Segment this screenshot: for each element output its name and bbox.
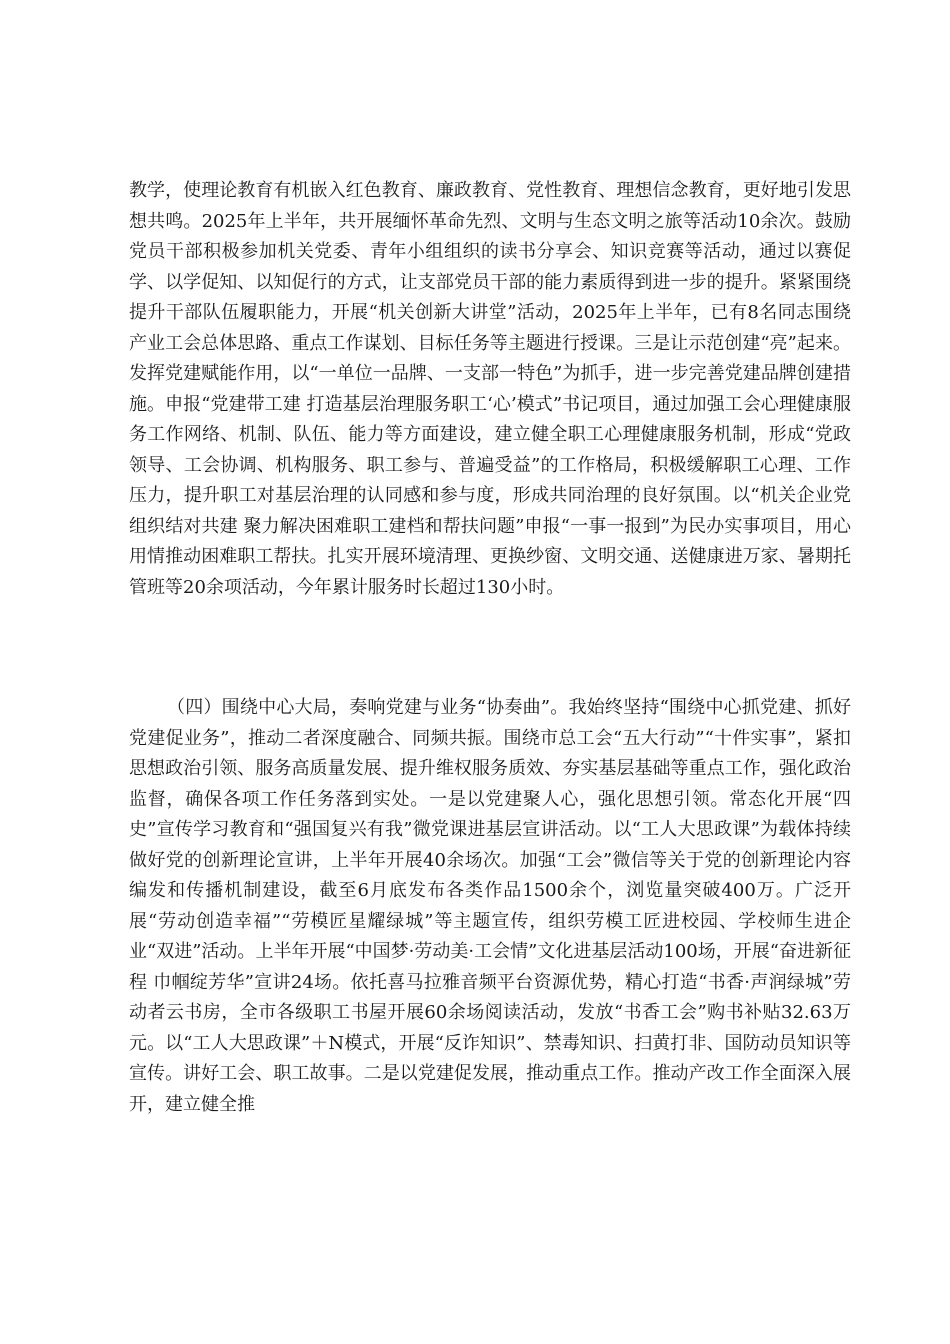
body-paragraph-1 xyxy=(129,176,851,603)
body-paragraph-2 xyxy=(129,693,851,1120)
paragraph-text: （四）围绕中心大局，奏响党建与业务“协奏曲”。我始终坚持“围绕中心抓党建、抓好党建促业务”，推动二者深度融合、同频共振。围绕市总工会“五大行动”“十件实事”，紧扣思想政治引领、服务高质量发展、提升维权服务质效、夯实基层基础等重点工作，强化政治监督，确保各项工作任务落到实处。一是以党建聚人心，强化思想引领。常态化开展“四史”宣传学习教育和“强国复兴有我”微党课进基层宣讲活动。以“工人大思政课”为载体持续做好党的创新理论宣讲，上半年开展40余场次。加强“工会”微信等关于党的创新理论内容编发和传播机制建设，截至6月底发布各类作品1500余个，浏览量突破400万。广泛开展“劳动创造幸福”“劳模匠星耀绿城”等主题宣传，组织劳模工匠进校园、学校师生进企业“双进”活动。上半年开展“中国梦·劳动美·工会情”文化进基层活动100场，开展“奋进新征程 巾帼绽芳华”宣讲24场。依托喜马拉雅音频平台资源优势，精心打造“书香·声润绿城”劳动者云书房，全市各级职工书屋开展60余场阅读活动，发放“书香工会”购书补贴32.63万元。以“工人大思政课”＋N模式，开展“反诈知识”、禁毒知识、扫黄打非、国防动员知识等宣传。讲好工会、职工故事。二是以党建促发展，推动重点工作。推动产改工作全面深入展开，建立健全推 xyxy=(129,697,851,1115)
paragraph-text: 教学，使理论教育有机嵌入红色教育、廉政教育、党性教育、理想信念教育，更好地引发思想共鸣。2025年上半年，共开展缅怀革命先烈、文明与生态文明之旅等活动10余次。鼓励党员干部积极参加机关党委、青年小组组织的读书分享会、知识竞赛等活动，通过以赛促学、以学促知、以知促行的方式，让支部党员干部的能力素质得到进一步的提升。紧紧围绕提升干部队伍履职能力，开展“机关创新大讲堂”活动，2025年上半年，已有8名同志围绕产业工会总体思路、重点工作谋划、目标任务等主题进行授课。三是让示范创建“亮”起来。发挥党建赋能作用，以“一单位一品牌、一支部一特色”为抓手，进一步完善党建品牌创建措施。申报“党建带工建 打造基层治理服务职工‘心’模式”书记项目，通过加强工会心理健康服务工作网络、机制、队伍、能力等方面建设，建立健全职工心理健康服务机制，形成“党政领导、工会协调、机构服务、职工参与、普遍受益”的工作格局，积极缓解职工心理、工作压力，提升职工对基层治理的认同感和参与度，形成共同治理的良好氛围。以“机关企业党组织结对共建 聚力解决困难职工建档和帮扶问题”申报“一事一报到”为民办实事项目，用心用情推动困难职工帮扶。扎实开展环境清理、更换纱窗、文明交通、送健康进万家、暑期托管班等20余项活动，今年累计服务时长超过130小时。 xyxy=(129,180,851,598)
